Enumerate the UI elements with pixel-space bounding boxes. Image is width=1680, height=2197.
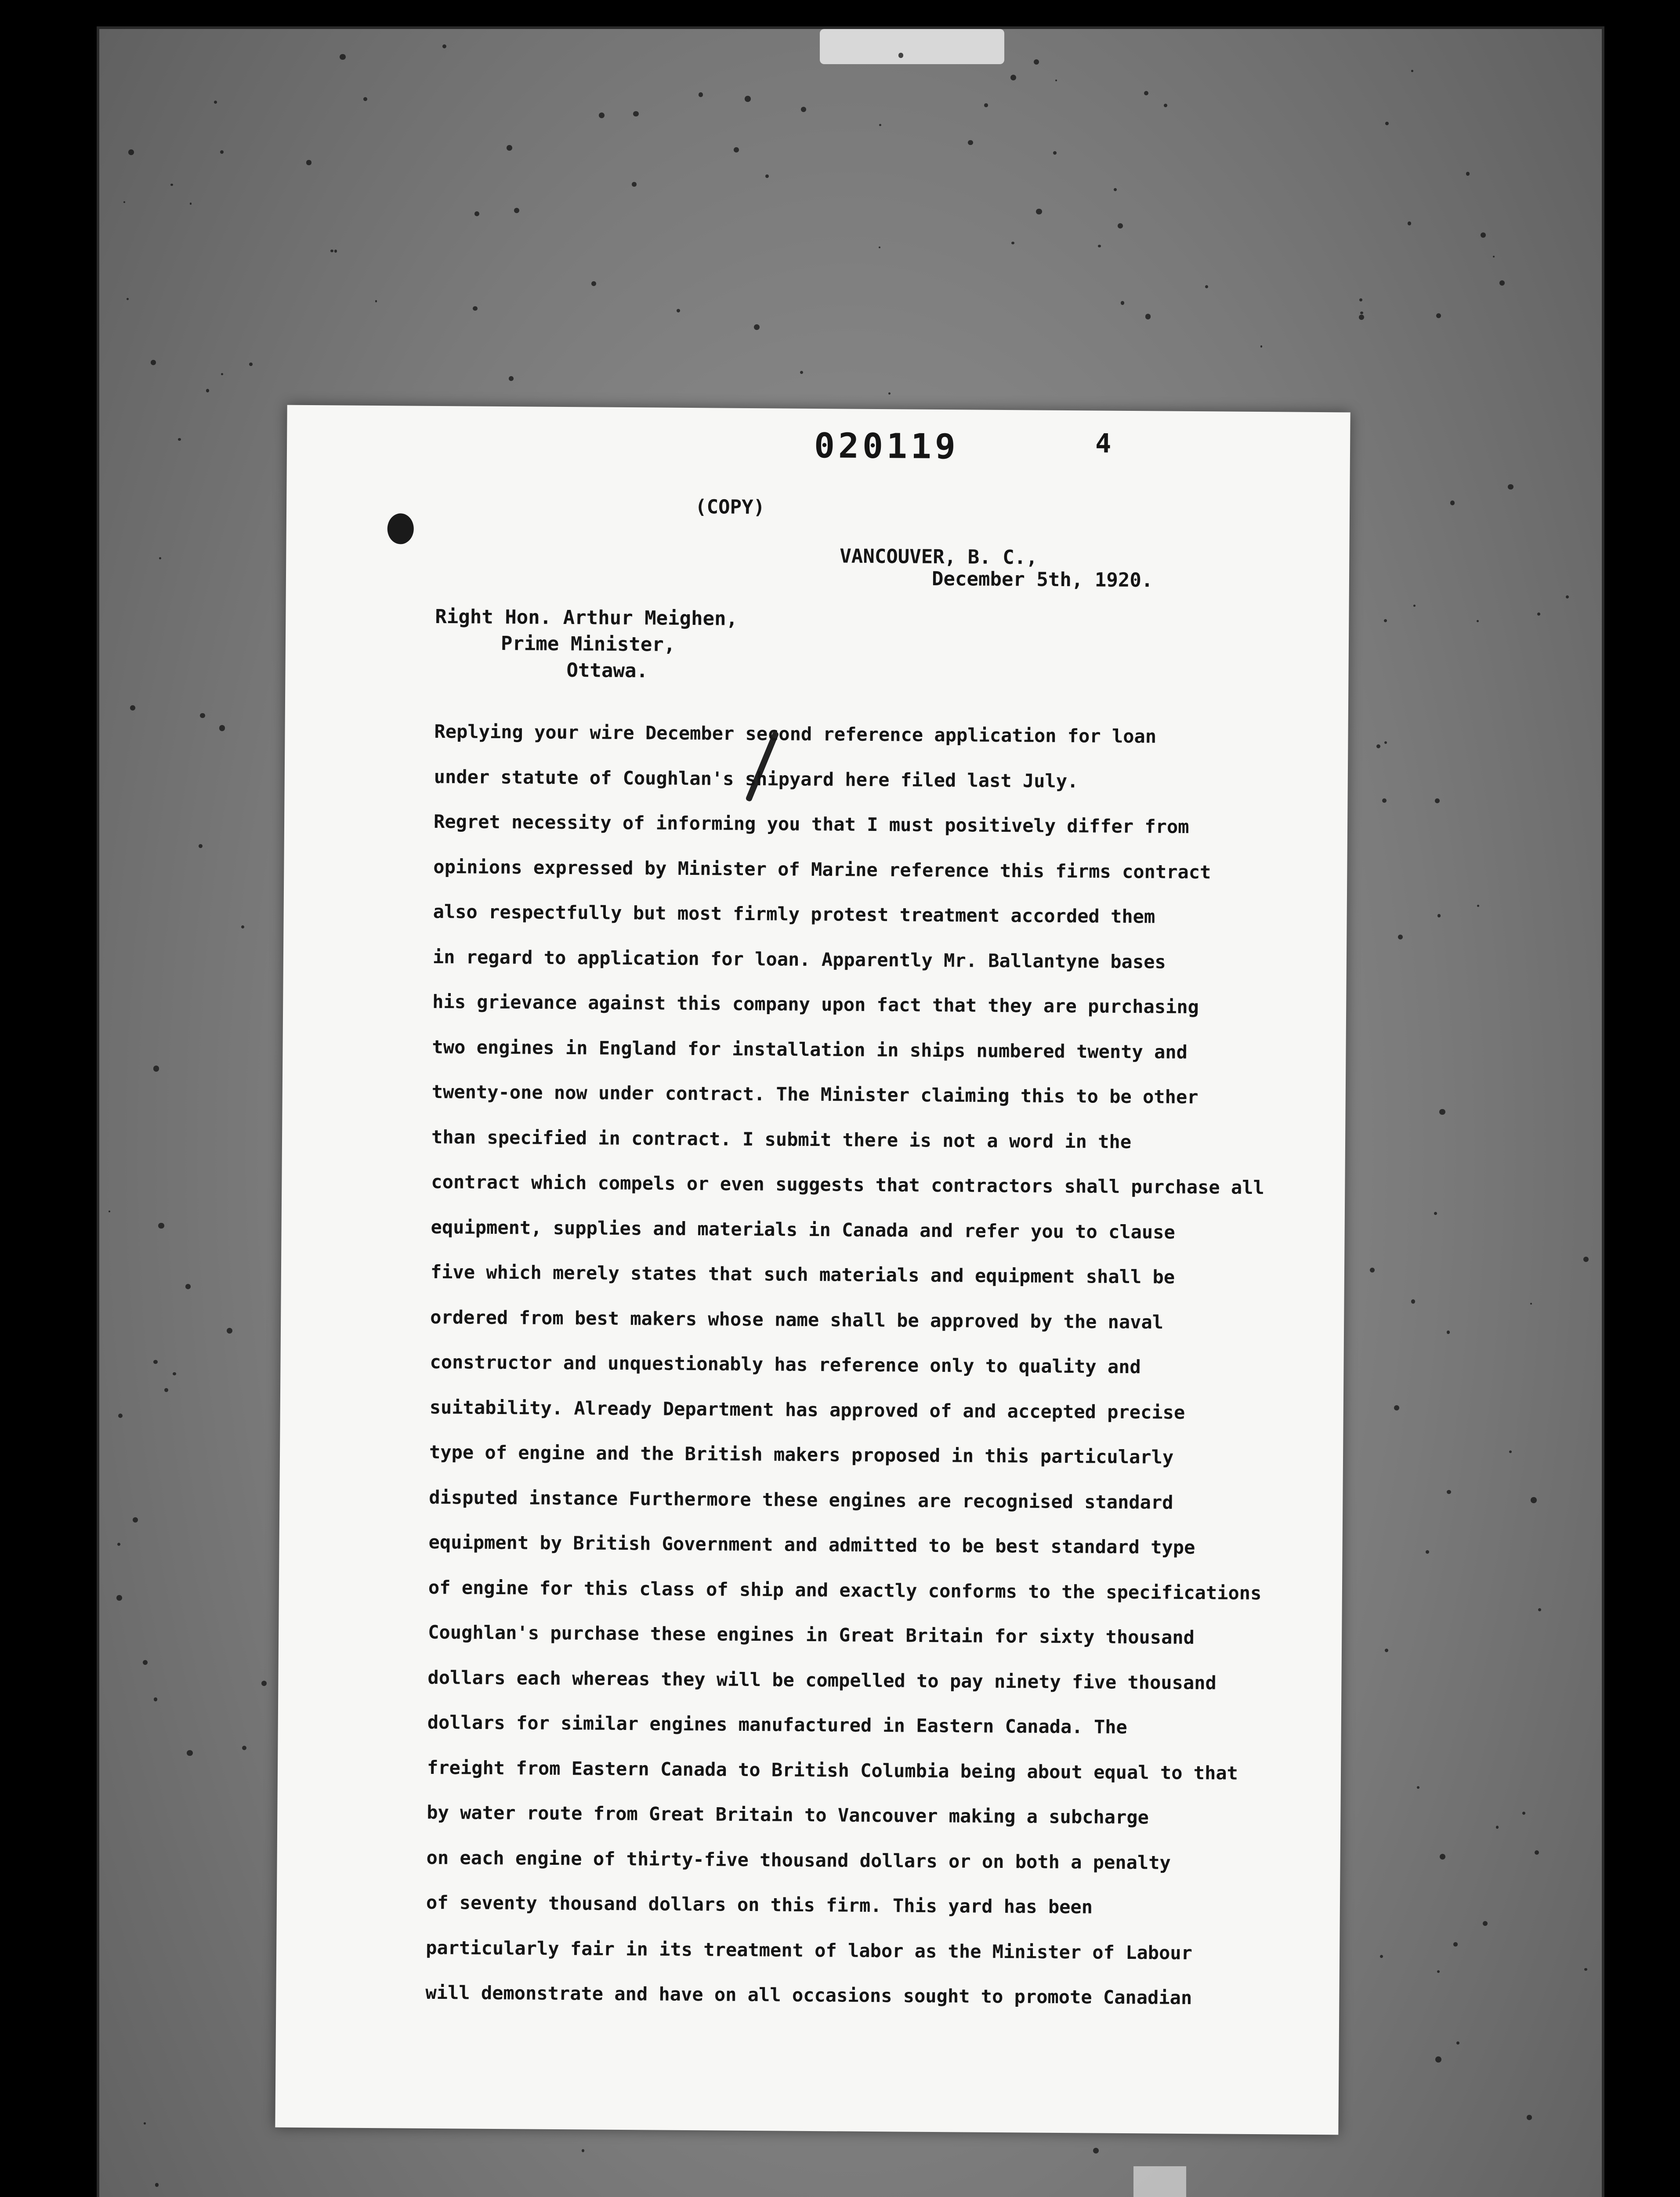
dust-speck <box>1437 1970 1440 1973</box>
document-number: 020119 <box>814 426 959 467</box>
dust-speck <box>118 1414 123 1418</box>
dust-speck <box>1417 1786 1419 1789</box>
dust-speck <box>1535 1850 1539 1855</box>
dust-speck <box>1205 285 1208 288</box>
dust-speck <box>1408 221 1411 225</box>
body-line: dollars for similar engines manufactured in Eastern Canada. The <box>427 1711 1127 1738</box>
body-line: than specified in contract. I submit there is not a word in the <box>431 1126 1132 1153</box>
dust-speck <box>1436 313 1441 318</box>
body-line: his grievance against this company upon fact that they are purchasing <box>432 990 1199 1018</box>
dust-speck <box>1508 484 1513 489</box>
addressee-line: Prime Minister, <box>500 632 676 656</box>
body-line: freight from Eastern Canada to British Columbia being about equal to that <box>427 1756 1238 1784</box>
dust-speck <box>442 44 446 48</box>
dust-speck <box>306 160 311 165</box>
dust-speck <box>187 1750 192 1756</box>
dust-speck <box>340 54 345 60</box>
dust-speck <box>219 725 225 731</box>
dust-speck <box>1447 1490 1451 1494</box>
body-line: of seventy thousand dollars on this firm. This yard has been <box>426 1891 1093 1918</box>
tape-top-right <box>1133 2166 1186 2197</box>
dust-speck <box>1145 314 1151 319</box>
body-line: in regard to application for loan. Apparently Mr. Ballantyne bases <box>432 946 1166 973</box>
dust-speck <box>151 360 156 365</box>
dust-speck <box>800 371 803 374</box>
dust-speck <box>1437 914 1441 917</box>
dust-speck <box>1114 188 1117 191</box>
dust-speck <box>1447 1331 1450 1334</box>
dust-speck <box>1496 1826 1499 1829</box>
body-line: contract which compels or even suggests that contractors shall purchase all <box>431 1171 1264 1199</box>
body-line: also respectfully but most firmly protest treatment accorded them <box>433 900 1155 928</box>
dust-speck <box>582 2149 584 2152</box>
dust-speck <box>514 208 519 213</box>
punch-hole <box>387 513 414 544</box>
dust-speck <box>1053 151 1057 155</box>
dust-speck <box>677 309 680 312</box>
body-line: particularly fair in its treatment of labor as the Minister of Labour <box>426 1936 1193 1964</box>
dust-speck <box>158 1223 164 1229</box>
dust-speck <box>1435 798 1440 803</box>
dust-speck <box>1093 2148 1099 2153</box>
addressee-line: Ottawa. <box>566 659 648 682</box>
body-line: equipment by British Government and admitted to be best standard type <box>428 1531 1195 1559</box>
dust-speck <box>1359 298 1362 301</box>
body-line: of engine for this class of ship and exactly conforms to the specifications <box>428 1576 1262 1604</box>
dust-speck <box>1164 104 1167 107</box>
dust-speck <box>1583 1257 1589 1262</box>
dust-speck <box>591 281 596 286</box>
dust-speck <box>968 140 973 145</box>
dust-speck <box>1144 91 1148 95</box>
dust-speck <box>155 2183 159 2187</box>
body-line: dollars each whereas they will be compelled to pay ninety five thousand <box>427 1666 1217 1693</box>
dust-speck <box>1034 59 1039 65</box>
dust-speck <box>1477 620 1479 622</box>
dust-speck <box>164 1388 168 1392</box>
dust-speck <box>1118 223 1123 228</box>
hanger-clip <box>820 29 1004 64</box>
dust-speck <box>509 376 514 381</box>
body-line: Coughlan's purchase these engines in Great Britain for sixty thousand <box>428 1621 1195 1649</box>
dust-speck <box>507 145 512 151</box>
dust-speck <box>1260 345 1262 347</box>
dust-speck <box>1434 1212 1437 1215</box>
dust-speck <box>699 92 703 97</box>
dust-speck <box>1450 500 1455 505</box>
dust-speck <box>1411 1299 1415 1303</box>
dust-speck <box>214 101 217 104</box>
dust-speck <box>599 112 605 118</box>
dust-speck <box>1477 905 1479 907</box>
dust-speck <box>734 147 739 152</box>
body-line: equipment, supplies and materials in Canada and refer you to clause <box>431 1216 1175 1243</box>
dust-speck <box>1384 619 1387 622</box>
letter-body <box>425 709 1383 2022</box>
addressee-line: Right Hon. Arthur Meighen, <box>435 605 738 630</box>
body-line: twenty-one now under contract. The Minister claiming this to be other <box>431 1080 1198 1108</box>
dust-speck <box>1036 209 1042 215</box>
dust-speck <box>1537 613 1540 616</box>
dust-speck <box>1527 2115 1532 2120</box>
date: December 5th, 1920. <box>931 567 1153 592</box>
dust-speck <box>801 107 806 112</box>
dust-speck <box>1385 122 1389 125</box>
dust-speck <box>1439 1109 1445 1115</box>
dust-speck <box>109 1211 110 1212</box>
place: VANCOUVER, B. C., <box>840 545 1038 569</box>
body-line: disputed instance Furthermore these engines are recognised standard <box>429 1486 1173 1513</box>
body-line: Regret necessity of informing you that I must positively differ from <box>433 810 1189 837</box>
dust-speck <box>888 392 891 395</box>
addressee-block <box>434 604 738 685</box>
copy-label: (COPY) <box>695 496 765 519</box>
dust-speck <box>1413 605 1416 607</box>
dust-speck <box>1121 301 1125 305</box>
dust-speck <box>153 1360 157 1364</box>
dust-speck <box>144 2122 146 2124</box>
page-mark: 4 <box>1095 428 1112 459</box>
dust-speck <box>633 111 638 116</box>
dust-speck <box>173 1372 176 1375</box>
dust-speck <box>1011 242 1014 245</box>
body-line: Replying your wire December second reference application for loan <box>434 720 1157 747</box>
dust-speck <box>1384 741 1387 744</box>
dust-speck <box>632 182 636 186</box>
dust-speck <box>178 438 181 441</box>
dust-speck <box>1440 1854 1445 1860</box>
dust-speck <box>1411 70 1413 72</box>
dust-speck <box>116 1595 122 1601</box>
body-line: will demonstrate and have on all occasions sought to promote Canadian <box>425 1981 1192 2009</box>
dust-speck <box>745 96 750 102</box>
body-line: constructor and unquestionably has reference only to quality and <box>430 1351 1141 1378</box>
dust-speck <box>200 713 205 718</box>
dust-speck <box>1453 1942 1458 1947</box>
body-line: five which merely states that such materials and equipment shall be <box>430 1261 1175 1288</box>
dust-speck <box>1538 1608 1541 1611</box>
dust-speck <box>128 149 134 155</box>
letter-page <box>275 405 1350 2135</box>
dust-speck <box>1426 1550 1429 1554</box>
dust-speck <box>1380 1955 1383 1958</box>
body-line: opinions expressed by Minister of Marine reference this firms contract <box>433 856 1211 883</box>
body-line: on each engine of thirty-five thousand dollars or on both a penalty <box>426 1846 1171 1874</box>
body-line: two engines in England for installation in ships numbered twenty and <box>432 1036 1188 1063</box>
dust-speck <box>221 373 223 375</box>
body-line: by water route from Great Britain to Vancouver making a subcharge <box>427 1801 1149 1828</box>
dust-speck <box>984 103 988 107</box>
dust-speck <box>123 201 125 203</box>
dust-speck <box>133 1517 138 1523</box>
dust-speck <box>1531 1497 1537 1503</box>
body-line: suitability. Already Department has approved of and accepted precise <box>429 1396 1185 1423</box>
body-line: ordered from best makers whose name shall be approved by the naval <box>430 1306 1164 1333</box>
body-line: under statute of Coughlan's shipyard here filed last July. <box>434 765 1079 792</box>
dust-speck <box>199 844 203 848</box>
dust-speck <box>334 250 337 252</box>
body-line: type of engine and the British makers proposed in this particularly <box>429 1441 1174 1468</box>
